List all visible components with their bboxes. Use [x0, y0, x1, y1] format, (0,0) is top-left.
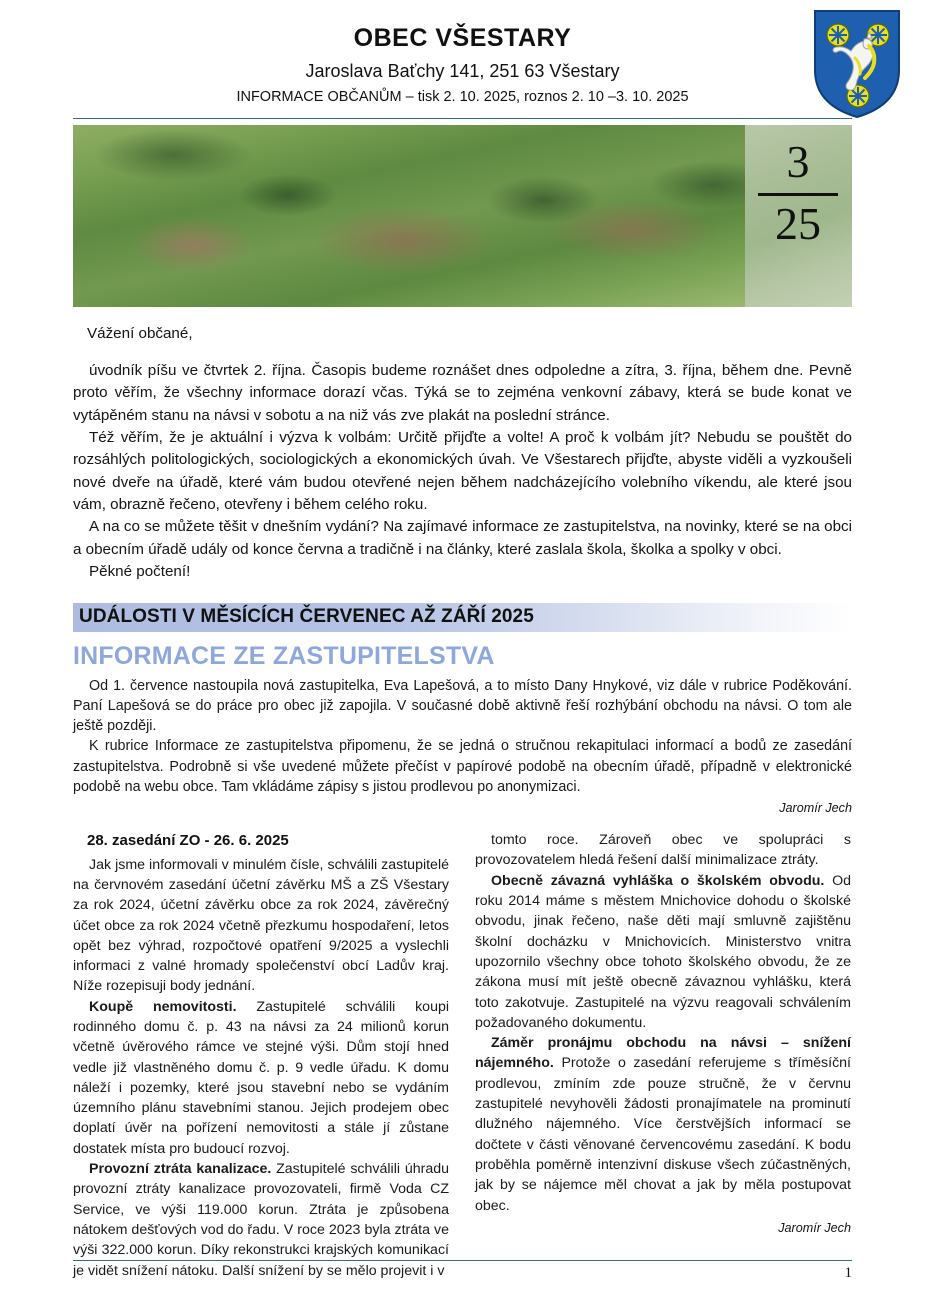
intro-paragraph-2: Též věřím, že je aktuální i výzva k volbám: Určitě přijďte a volte! A proč k volbám jít? Nebudu se pouštět do rozsáhlých politologických, sociologických a ekonomických úvah. Ve Všestarech přijďte, abyste viděli a vyzkoušeli nové dveře na úřadě, které vám budou otevřené nejen během nadcházejícího volebního víkendu, ale které jsou vám, obrazně řečeno, otevřeny i během celého roku.	[73, 429, 852, 514]
section-banner	[73, 603, 852, 632]
municipality-address: Jaroslava Baťchy 141, 251 63 Všestary	[305, 60, 620, 81]
intro-paragraph-4: Pěkné počtení!	[89, 563, 191, 581]
page-footer	[73, 1260, 852, 1282]
page-title: OBEC VŠESTARY	[353, 24, 572, 52]
section-banner-title: UDÁLOSTI V MĚSÍCÍCH ČERVENEC AŽ ZÁŘÍ 2025	[79, 606, 534, 628]
intro-paragraph-1: úvodník píšu ve čtvrtek 2. října. Časopis budeme roznášet dnes odpoledne a zítra, 3. října, během dne. Pevně proto věřím, že všechny informace dorazí včas. Týká se to zejména venkovní zábavy, která se bude konat ve vytápěném stanu na návsi v sobotu a na niž vás zve plakát na poslední stránce.	[73, 362, 852, 424]
publication-info: INFORMACE OBČANŮM – tisk 2. 10. 2025, roznos 2. 10 –3. 10. 2025	[236, 89, 689, 106]
right-text-3: Protože o zasedání referujeme s tříměsíční prodlevou, zmíním zde pouze stručně, že v červnu zastupitelé nevyhověli žádosti pronajímatele na prominutí dlužného nájemného. Více čerstvějších informací se dočtete v části věnované červencovému zasedání. K bodu proběhla poměrně intenzivní diskuse všech zúčastněných, jak by se nájemce měl chovat a jak by měla postupovat obec.	[475, 1055, 851, 1214]
editorial-intro	[73, 323, 852, 584]
footer-divider	[73, 1260, 852, 1261]
banner-photo	[73, 125, 852, 307]
left-text-1: Jak jsme informovali v minulém čísle, schválili zastupitelé na červnovém zasedání účetní závěrku MŠ a ZŠ Všestary za rok 2024, účetní závěrku obce za rok 2024, závěrečný účet obce za rok 2024 včetně přezkumu hospodaření, letos opět bez výhrad, rozpočtové opatření 9/2025 a vyslechli informaci z valné hromady společenství obcí Ladův kraj. Níže rozepisuji body jednání.	[73, 856, 449, 995]
right-column-byline: Jaromír Jech	[778, 1220, 851, 1235]
coat-of-arms-icon	[811, 8, 903, 120]
column-right	[475, 830, 851, 1281]
left-text-3: Zastupitelé schválili úhradu provozní ztráty kanalizace provozovateli, firmě Voda CZ Service, ve výši 119.000 korun. Ztráta je způsobena nátokem dešťových vod do řadu. V roce 2023 byla ztráta ve výši 322.000 korun. Díky rekonstrukci krajských komunikací je vidět snížení nátoku. Další snížení by se mělo projevit i v	[73, 1161, 449, 1279]
issue-number: 3	[786, 135, 810, 187]
column-left	[73, 830, 449, 1281]
issue-divider	[758, 193, 838, 196]
issue-year: 25	[775, 197, 821, 249]
masthead	[0, 0, 925, 107]
header-divider	[73, 118, 852, 119]
two-column-layout	[73, 830, 852, 1281]
lead-byline: Jaromír Jech	[779, 801, 852, 816]
left-paragraph-1	[73, 855, 449, 997]
right-runin-2: Obecně závazná vyhláška o školském obvodu.	[491, 872, 825, 889]
left-runin-2: Koupě nemovitosti.	[89, 998, 237, 1015]
issue-number-block	[750, 135, 846, 249]
subsection-heading: INFORMACE ZE ZASTUPITELSTVA	[73, 641, 495, 670]
right-runin-3: Záměr pronájmu obchodu na návsi – snížení nájemného.	[475, 1035, 851, 1072]
left-paragraph-2	[73, 997, 449, 1159]
salutation: Vážení občané,	[87, 324, 193, 342]
left-text-2: Zastupitelé schválili koupi rodinného domu č. p. 43 na návsi za 24 milionů korun včetně úvěrového rámce ve stejné výši. Dům stojí hned vedle již vlastněného domu č. p. 9 vedle úřadu. K domu náleží i pozemky, které jsou stavební nebo se vydáním územního plánu stavebními stanou. Jejich prodejem obec doplatí úvěr na pořízení nemovitosti a stále jí zůstane dostatek místa pro budoucí rozvoj.	[73, 998, 450, 1157]
right-paragraph-1	[475, 830, 851, 871]
meeting-heading: 28. zasedání ZO - 26. 6. 2025	[87, 832, 289, 850]
aerial-village-image	[73, 125, 745, 307]
right-text-1: tomto roce. Zároveň obec ve spolupráci s provozovatelem hledá řešení další minimalizace ztráty.	[475, 832, 851, 869]
right-text-2: Od roku 2014 máme s městem Mnichovice dohodu o školské obvodu, jinak řečeno, naše děti mají smluvně zajištěnu školní docházku v Mnichovicích. Ministerstvo vnitra upozornilo všechny obce tohoto školského obvodu, že ze zákona musí mít ještě obecně závaznou vyhlášku, která toto zakotvuje. Zastupitelé na výzvu reagovali schválením požadovaného dokumentu.	[475, 872, 851, 1031]
lead-paragraph-2: K rubrice Informace ze zastupitelstva připomenu, že se jedná o stručnou rekapitulaci informací a bodů ze zasedání zastupitelstva. Podrobně si vše uvedené můžete přečíst v papírové podobě na obecním úřadě, případně v elektronické podobě na webu obce. Tam vkládáme zápisy s jistou prodlevou po anonymizaci.	[73, 738, 852, 795]
right-paragraph-2	[475, 871, 851, 1033]
intro-paragraph-3: A na co se můžete těšit v dnešním vydání? Na zajímavé informace ze zastupitelstva, na novinky, které se na obci a obecním úřadě udály od konce června a tradičně i na články, které zaslala škola, školka a spolky v obci.	[73, 518, 852, 558]
lead-paragraph-1: Od 1. července nastoupila nová zastupitelka, Eva Lapešová, a to místo Dany Hnykové, viz dále v rubrice Poděkování. Paní Lapešová se do práce pro obec již zapojila. V současné době aktivně řeší rozhýbání obchodu na návsi. O tom ale ještě později.	[73, 677, 852, 735]
right-paragraph-3	[475, 1033, 851, 1216]
page-number: 1	[844, 1265, 852, 1281]
section-lead	[73, 676, 852, 819]
left-runin-3: Provozní ztráta kanalizace.	[89, 1161, 272, 1178]
content-area	[73, 323, 852, 1281]
